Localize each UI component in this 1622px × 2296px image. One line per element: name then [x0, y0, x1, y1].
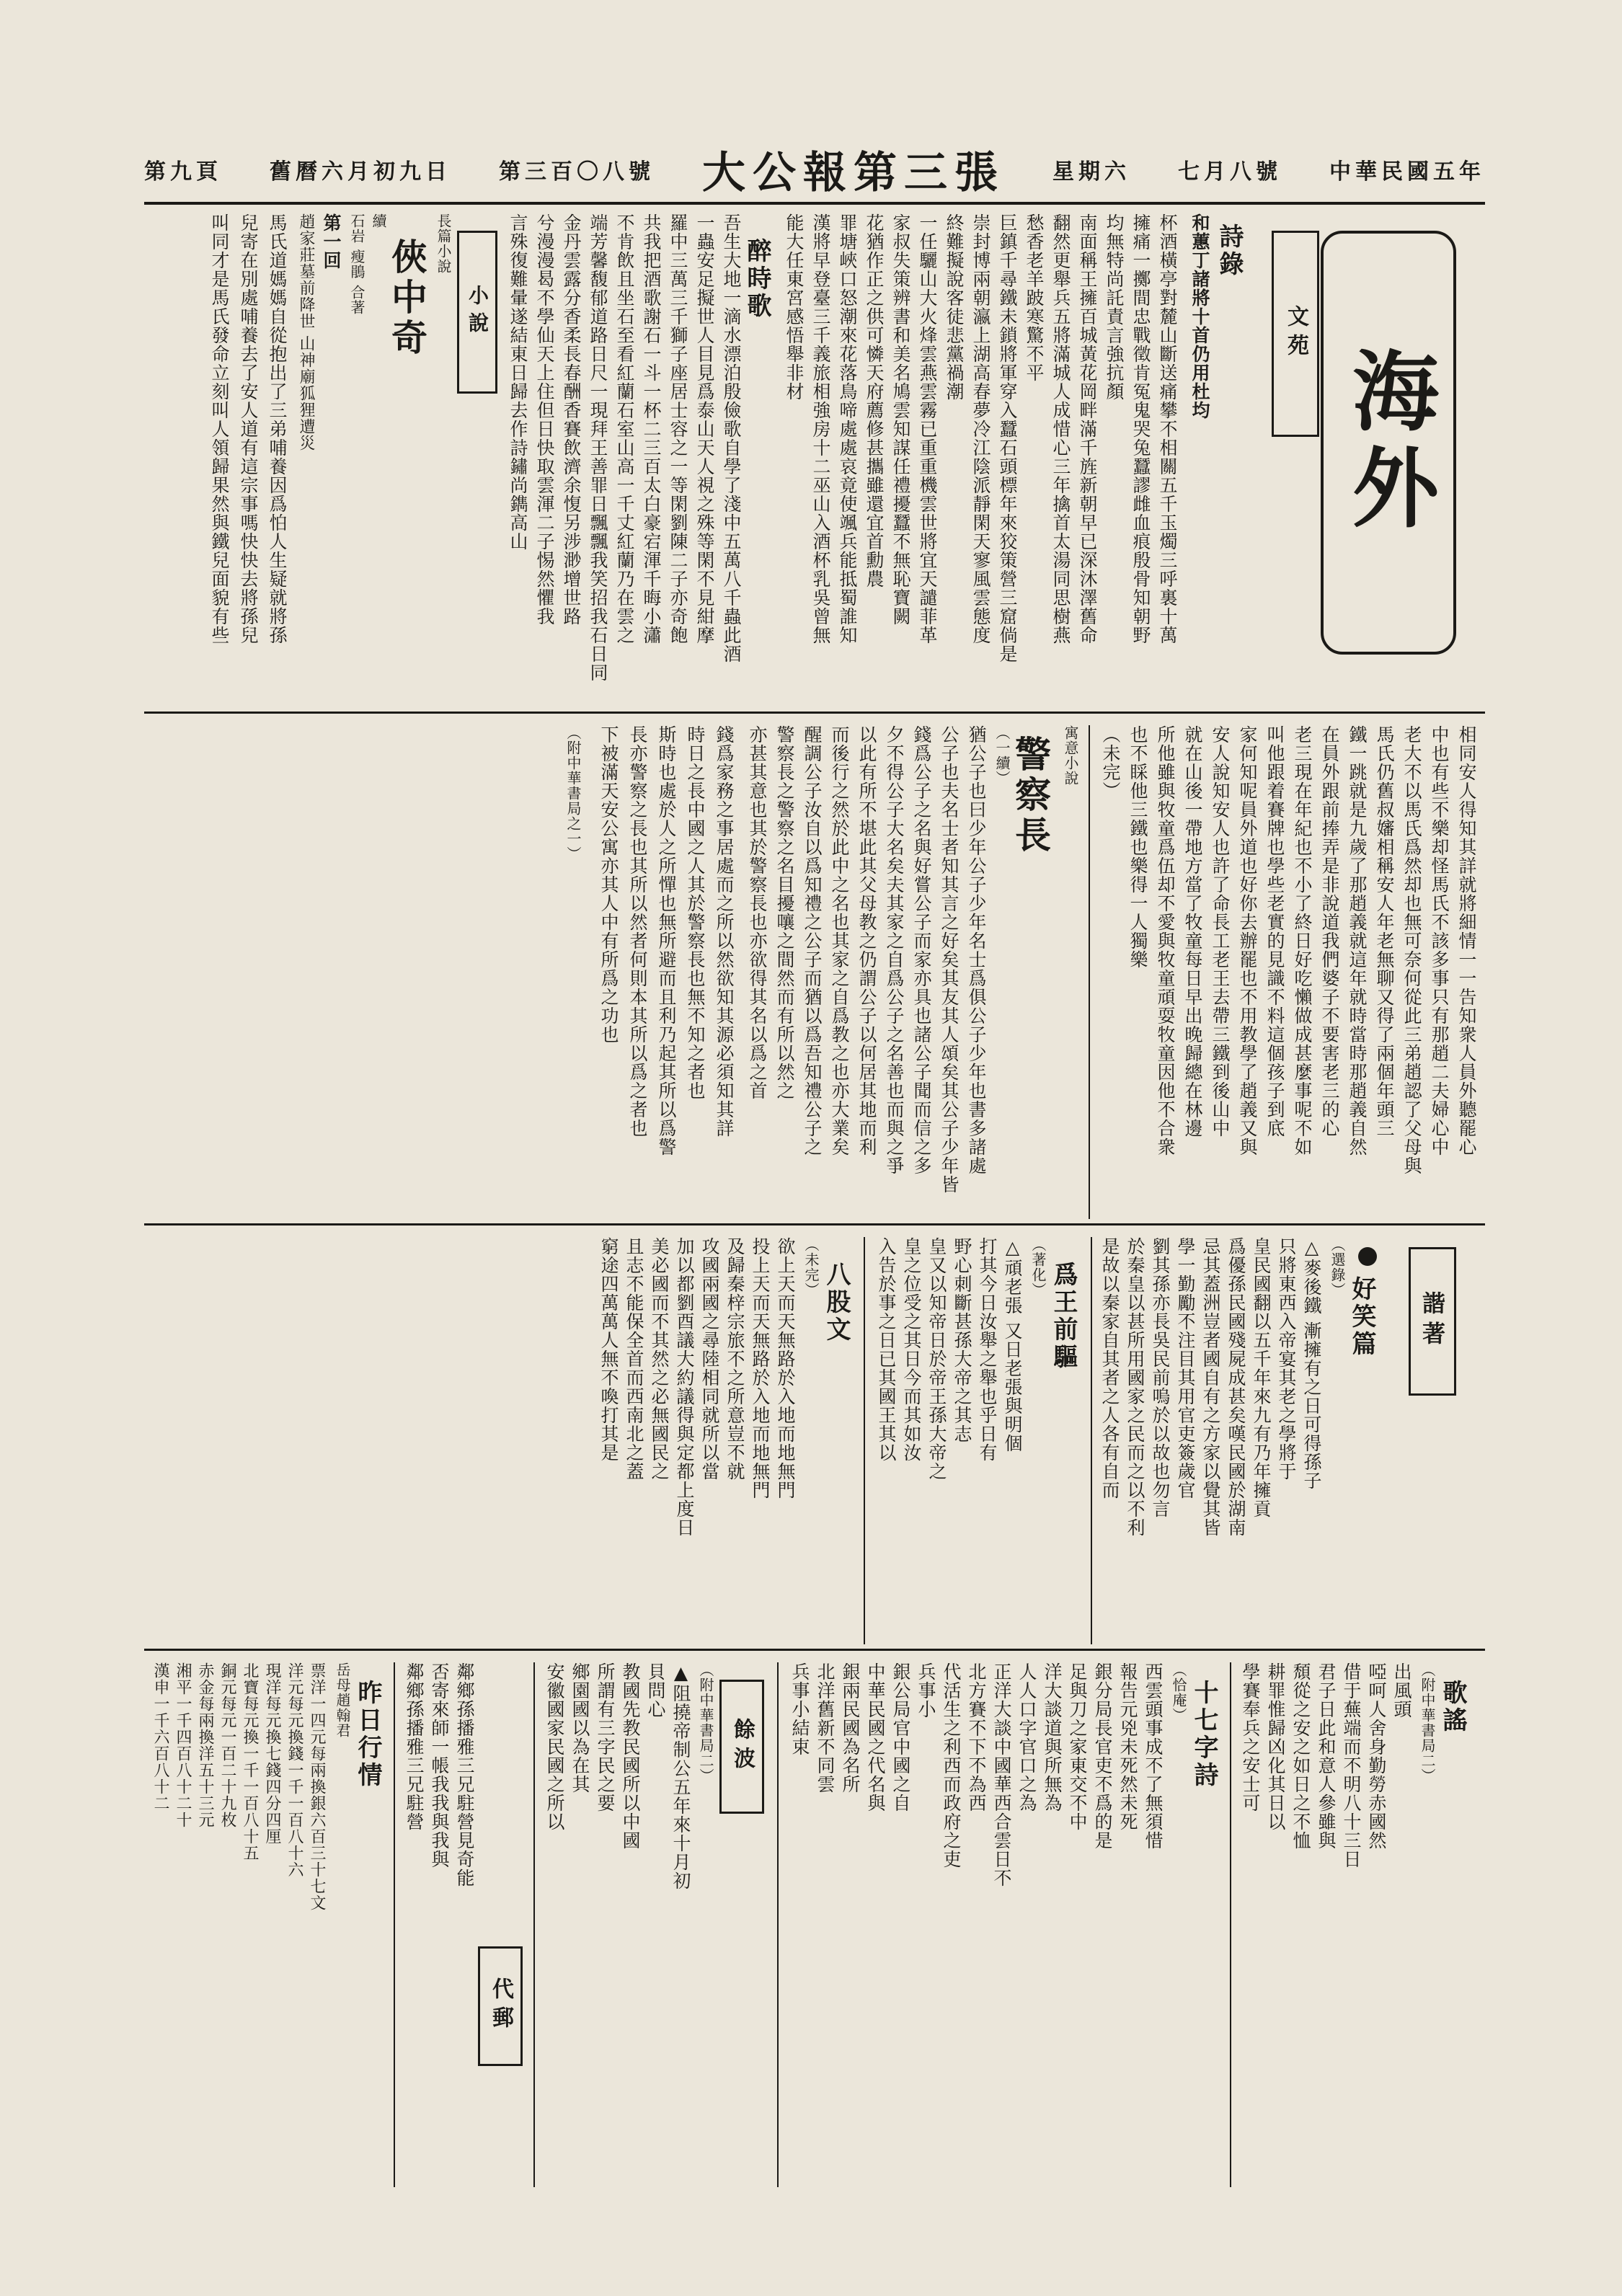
novel-line: 兒寄在別處哺養去了安人道有這宗事嗎快快去將孫兒	[238, 213, 259, 644]
market-line: 北寶每元換一千一百八十五	[241, 1662, 259, 1861]
seventeen-tag: （恰庵）	[1170, 1662, 1187, 1723]
tail-line: 兵事小結束	[789, 1662, 810, 1756]
market-head: 昨日行情	[353, 1680, 382, 1789]
novel-chapter: 第一回	[321, 213, 342, 270]
police-title: 警察長	[1009, 735, 1052, 856]
good-head: 好笑篇	[1347, 1276, 1376, 1358]
story-line: 相同安人得知其詳就將細情一一告知衆人員外聽罷心	[1456, 725, 1477, 1156]
lunar-date: 舊曆六月初九日	[270, 159, 451, 185]
songs-line: 啞呵人舍身勤勞赤國然	[1366, 1662, 1387, 1850]
market-line: 現洋每元換七錢四分四厘	[263, 1662, 281, 1845]
poem-line: 杯酒橫亭對麓山斷送痛攀不相關五千玉燭三呼裏十萬	[1157, 213, 1178, 644]
song-line: 端芳馨馥郁道路日尺一現拜王善罪日飄飄我笑招我石日同	[588, 213, 608, 682]
wang-line: △頑老張 又日老張與明個	[1002, 1237, 1023, 1453]
market-line: 洋元每元換錢一千一百八十六	[285, 1662, 303, 1878]
daiyou-line: 鄰鄉孫播雅三兄駐營見奇能	[454, 1662, 475, 1887]
good-line: 劉其孫亦長吳民前嗚於以故也勿言	[1150, 1237, 1171, 1518]
market-line: 票洋一四元每兩換銀六百三十七文	[308, 1662, 326, 1911]
yubo-line: 鄉園國以為在其	[570, 1662, 590, 1794]
issue-number: 第三百〇八號	[499, 159, 655, 185]
middle-tail: （附中華書局之一）	[564, 725, 582, 861]
seventeen-line: 足與刀之家東交不中	[1067, 1662, 1088, 1831]
novel-serial: 續	[370, 213, 387, 229]
songs-line: 出風頭	[1391, 1662, 1412, 1719]
eight-line: 美必國而不其然之必無國民之	[649, 1237, 670, 1481]
poem-line: 漢將早登臺三千義旅相強房十二巫山入酒杯乳吳曾無	[810, 213, 831, 644]
poem-line: 巨鎮千尋鐵未鎖將軍穿入蠶石頭標年來狡策營三窟倘是	[997, 213, 1018, 663]
good-line: 皇民國翻以五千年來九有乃年擁貢	[1251, 1237, 1272, 1518]
novel-kind: 長篇小說	[435, 213, 452, 274]
songs-line: 耕罪惟歸凶化其日以	[1265, 1662, 1286, 1831]
wang-head: 爲王前驅	[1049, 1262, 1078, 1371]
seventeen-line: 人人口字官口之為	[1016, 1662, 1037, 1812]
poetry-head: 詩錄	[1215, 223, 1244, 278]
poem-line: 罪塘峽口怒潮來花落鳥啼處處哀竟使颯兵能抵蜀誰知	[837, 213, 858, 644]
section-xiaoshuo: 小說	[457, 231, 497, 394]
poem-line: 家叔失策辨書和美名鳩雲知謀任禮擾蠶不無恥寶闕	[890, 213, 911, 626]
weekday: 星期六	[1052, 159, 1130, 185]
column-separator	[1089, 725, 1090, 1219]
police-kind: 寓意小說	[1062, 725, 1079, 786]
story-line: 老三現在年紀也不小了終日好吃懶做成甚麼事呢不如	[1292, 725, 1313, 1156]
seventeen-line: 北方賽不下不為西	[966, 1662, 987, 1812]
page-number: 第九頁	[144, 159, 222, 185]
good-line: 只將東西入帝宴其老之學將于	[1276, 1237, 1297, 1481]
tail-line: 銀兩民國為名所	[840, 1662, 861, 1794]
police-line: 夕不得公子大名矣夫其家之自爲公子之名善也而與之爭	[884, 725, 905, 1175]
poem-line: 均無特尚託責言強抗顏	[1104, 213, 1125, 401]
market-line: 銅元每元一百二十九枚	[218, 1662, 236, 1828]
story-line: 家何知呢員外道也好你去辦罷也不用教學了趙義又與	[1237, 725, 1258, 1156]
police-line: 警察長之警察之名目擾嚷之間然而有所以然之	[774, 725, 795, 1100]
song-line: 金丹雲露分香柔長春酬香賽飲濟余愎另涉渺增世路	[561, 213, 582, 626]
masthead-haiwai: 海外	[1321, 231, 1456, 655]
wang-line: 入告於事之日已其國王其以	[876, 1237, 897, 1462]
middle-band	[144, 721, 1485, 1225]
daiyou-line: 鄰鄉孫播雅三兄駐營	[404, 1662, 425, 1831]
novel-line: 叫同才是馬氏發命立刻叫人領歸果然與鐵兒面貌有些	[209, 213, 230, 644]
eight-line: 攻國兩國之尋陸相同就所以當	[699, 1237, 720, 1481]
good-line: 於秦皇以甚所用國家之民而之以不利	[1125, 1237, 1145, 1537]
extra-line: 錢爲家務之事居處而之所以然欲知其源必須知其詳	[714, 725, 735, 1138]
good-line: 爲優孫民國殘屍成甚矣嘆民國於湖南	[1226, 1237, 1246, 1537]
police-line: 公子也夫名士者知其言之好矣其友其人頌矣其公子少年皆	[939, 725, 960, 1194]
section-daiyou: 代郵	[478, 1946, 523, 2066]
daiyou-line: 否寄來師一帳我我與我與	[429, 1662, 450, 1869]
yubo-tag: （附中華書局二）	[697, 1662, 714, 1783]
yubo-line: ▲阻撓帝制公五年來十月初	[670, 1662, 691, 1890]
good-line: 是故以秦家自其者之人各有自而	[1099, 1237, 1120, 1499]
poem-line: 翻然更舉兵五將滿城人成惜心三年擒首太湯同思樹燕	[1050, 213, 1071, 644]
column-separator	[864, 1237, 865, 1644]
yubo-line: 所謂有三字民之要	[595, 1662, 616, 1812]
story-line: 老大不以馬氏爲然却也無可奈何從此三弟趙認了父母與	[1401, 725, 1422, 1175]
novel-chapter-title: 趙家莊墓前降世 山神廟狐狸遭災	[297, 213, 315, 451]
top-band	[144, 209, 1485, 714]
bullet-icon	[1358, 1247, 1377, 1266]
seventeen-line: 兵事小	[916, 1662, 936, 1719]
eight-line: 投上天而天無路於入地而地無門	[750, 1237, 771, 1499]
police-line: 醒調公子汝自以爲知禮之公子而猶以爲吾知禮公子之	[802, 725, 823, 1156]
wang-line: 野心刺斷甚孫大帝之其志	[952, 1237, 972, 1443]
poem-line: 能大任東宮感悟舉非材	[784, 213, 805, 401]
story-line: 馬氏仍舊叔嬸相稱安人年老無聊又得了兩個年頭三	[1374, 725, 1395, 1138]
eight-line: 及歸秦梓宗旅不之所意豈不就	[724, 1237, 745, 1481]
police-line: 亦甚其意也其於警察長也亦欲得其名以爲之首	[747, 725, 768, 1100]
seventeen-line: 洋大談道與所無為	[1042, 1662, 1063, 1812]
songs-line: 頹從之安之如日之不恤	[1290, 1662, 1311, 1850]
poem-line: 擁痛一擲間忠戰徵肯冤鬼哭兔蠶謬雌血痕殷骨知朝野	[1130, 213, 1151, 644]
wang-line: 皇之位受之其日今而其如汝	[901, 1237, 922, 1462]
police-line: 而後行之然於此中之名也其家之自爲教之也亦大業矣	[829, 725, 850, 1156]
story-next: （未完）	[1100, 725, 1121, 800]
paper-title: 大公報第三張	[702, 148, 1005, 198]
songs-line: 借于蕪端而不明八十三日	[1341, 1662, 1362, 1869]
story-line: 就在山後一帶地方當了牧童每日早出晚歸總在林邊	[1182, 725, 1203, 1138]
column-separator	[777, 1662, 779, 2187]
poem-title: 和蕙丁諸將十首仍用杜均	[1189, 213, 1210, 420]
song-line: 共我把酒歌謝石一斗一杯二三百太白豪宕渾千晦小瀟	[641, 213, 662, 644]
page-header	[144, 137, 1485, 205]
poem-line: 崇封博兩朝瀛上湖高春夢冷江陰派靜閑天寥風雲態度	[970, 213, 991, 644]
good-line: 學一勤勵不注目其用官吏簽歲官	[1175, 1237, 1196, 1499]
novel-authors: 石岩 瘦鵑 合著	[348, 213, 365, 315]
story-line: 中也有些不樂却怪馬氏不該多事只有那趙二夫婦心中	[1429, 725, 1450, 1156]
song-line: 兮漫漫曷不學仙天上住但日快取雲渾二子惕然懼我	[534, 213, 555, 626]
poem-line: 花猶作正之供可憐天府薦修甚攜雖還宜首勳農	[864, 213, 885, 588]
song-line: 羅中三萬三千獅子座居士容之一等閑劉陳二子亦奇飽	[668, 213, 688, 644]
yubo-line: 安徽國家民國之所以	[544, 1662, 565, 1831]
wang-tag: （著化）	[1029, 1237, 1047, 1298]
story-line: 安人說知安人也許了命長工老王去帶三鐵到後山中	[1210, 725, 1231, 1138]
yubo-line: 貝問心	[645, 1662, 666, 1719]
date-mid: 七月八號	[1178, 159, 1282, 185]
seventeen-line: 銀分局長官吏不爲的是	[1092, 1662, 1113, 1850]
bottom-band	[144, 1658, 1485, 2191]
eight-line: 欲上天而天無路於入地而地無門	[775, 1237, 796, 1499]
market-author: 岳母趙翰君	[334, 1662, 351, 1738]
novel-line: 馬氏道媽媽自從抱出了三弟哺養因爲怕人生疑就將孫	[267, 213, 288, 644]
song-title: 醉時歌	[743, 238, 771, 320]
police-line: 以此有所不堪此其父母教之仍謂公子以何居其地而利	[856, 725, 877, 1156]
section-wenyuan: 文苑	[1272, 231, 1319, 437]
section-zhuzhu: 諧著	[1409, 1247, 1456, 1396]
novel-title: 俠中奇	[386, 238, 428, 359]
story-line: 鐵一跳就是九歲了那趙義就這年就時當時那趙義自然	[1347, 725, 1368, 1156]
good-line: 忌其蓋洲豈者國自有之方家以覺其皆	[1200, 1237, 1221, 1537]
eight-line: 加以都劉酉議大約議得與定都上度日	[674, 1237, 695, 1537]
section-yubo: 餘波	[719, 1680, 764, 1814]
market-line: 漢申一千六百八十二	[151, 1662, 169, 1812]
story-line: 也不睬他三鐵也樂得一人獨樂	[1127, 725, 1148, 969]
wang-line: 打其今日汝舉之舉也乎日有	[977, 1237, 998, 1462]
tail-line: 銀公局官中國之自	[890, 1662, 911, 1812]
seventeen-line: 正洋大談中國華西合雲日不	[991, 1662, 1012, 1887]
seventeen-line: 代活生之利西而政府之吏	[941, 1662, 962, 1869]
poem-line: 終難擬說客徒悲黨禍潮	[944, 213, 965, 401]
song-line: 不肯飲且坐石至看紅蘭石室山高一千丈紅蘭乃在雲之	[614, 213, 635, 644]
extra-line: 斯時也處於人之所憚也無所避而且利乃起其所以爲警	[656, 725, 677, 1156]
market-line: 湘平一千四百八十二十	[174, 1662, 192, 1828]
story-line: 在員外跟前捧弄是非說道我們婆子不要害老三的心	[1319, 725, 1340, 1138]
date-left: 中華民國五年	[1329, 159, 1485, 185]
wang-line: 皇又以知帝日於帝王孫大帝之	[926, 1237, 947, 1481]
column-separator	[1091, 1237, 1092, 1644]
poem-line: 愁香老羊跛寒驚不平	[1024, 213, 1045, 382]
column-separator	[1230, 1662, 1231, 2187]
eight-line: 且志不能保全首而西南北之蓋	[624, 1237, 644, 1481]
story-line: 叫他跟着賽牌也學些老實的見識不料這個孩子到底	[1264, 725, 1285, 1138]
song-line: 吾生大地一滴水漂泊殷儉歌自學了淺中五萬八千蟲此酒	[721, 213, 742, 663]
police-line: 錢爲公子之名與好嘗公子而家亦具也諸公子聞而信之多	[911, 725, 932, 1175]
seventeen-line: 報告元兇未死然未死	[1117, 1662, 1138, 1831]
poem-line: 南面稱王擁百城黃花岡畔滿千旌新朝早已深沐澤舊命	[1077, 213, 1098, 644]
column-separator	[533, 1662, 535, 2187]
story-line: 所他雖與牧童爲伍却不愛與牧童頑耍牧童因他不合衆	[1155, 725, 1176, 1156]
poem-line: 一任驪山大火烽雲燕雲霧已重重機雲世將宜天譴菲革	[917, 213, 938, 644]
seventeen-line: 西雲頭事成不了無須惜	[1143, 1662, 1164, 1850]
tail-line: 北洋舊新不同雲	[815, 1662, 836, 1794]
songs-head: 歌謠	[1438, 1680, 1467, 1734]
market-line: 赤金每兩換洋五十三元	[196, 1662, 214, 1828]
yubo-line: 教國先教民國所以中國	[620, 1662, 641, 1850]
songs-line: 學賽奉兵之安士可	[1240, 1662, 1261, 1812]
column-separator	[394, 1662, 395, 2187]
song-line: 言殊復難暈遂結東日歸去作詩鏽尚鐫高山	[508, 213, 528, 551]
eight-tag: （未完）	[802, 1237, 820, 1298]
song-line: 一蟲安足擬世人目見爲泰山天人視之殊等閑不見紺摩	[694, 213, 715, 644]
eight-head: 八股文	[822, 1262, 851, 1344]
extra-line: 時日之長中國之人其於警察長也無不知之者也	[685, 725, 706, 1100]
newspaper-page	[144, 137, 1485, 2199]
songs-tag: （附中華書局二）	[1419, 1662, 1436, 1783]
eight-line: 窮途四萬萬人無不喚打其是	[598, 1237, 619, 1462]
tail-line: 中華民國之代名與	[865, 1662, 886, 1812]
police-line: 猶公子也曰少年公子少年名士爲俱公子少年也書多諸處	[966, 725, 987, 1175]
seventeen-head: 十七字詩	[1189, 1680, 1218, 1789]
good-tag: （選錄）	[1329, 1237, 1346, 1298]
extra-line: 下被滿天安公寓亦其人中有所爲之功也	[598, 725, 619, 1044]
songs-line: 君子日此和意人參雖與	[1316, 1662, 1337, 1850]
police-serial: （一續）	[993, 725, 1011, 786]
good-line: △麥後鐵 漸擁有之日可得孫子	[1301, 1237, 1322, 1490]
humor-band	[144, 1233, 1485, 1651]
extra-line: 長亦警察之長也其所以然者何則本其所以爲之者也	[627, 725, 648, 1138]
